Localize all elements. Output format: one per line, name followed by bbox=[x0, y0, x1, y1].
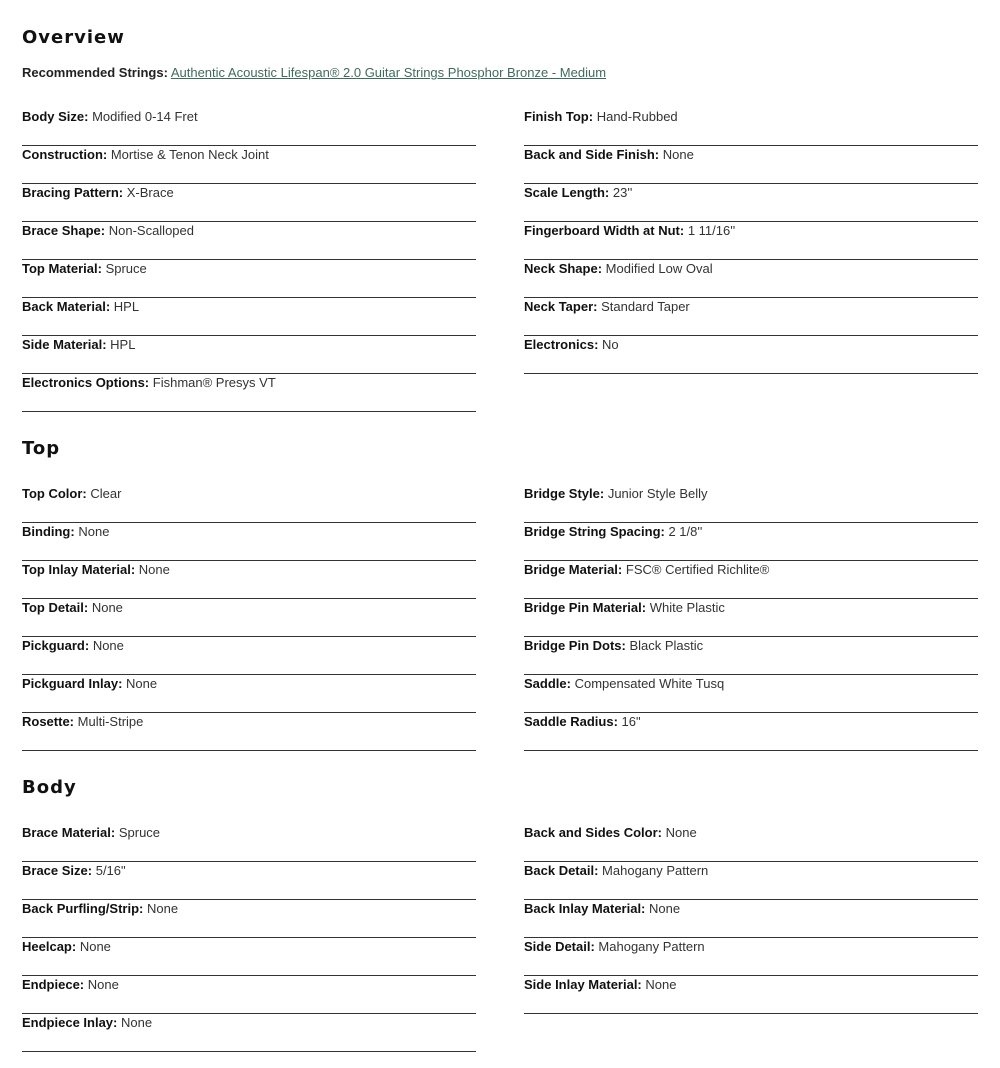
spec-value: Clear bbox=[90, 486, 122, 501]
spec-value: X-Brace bbox=[126, 185, 174, 200]
overview-specs bbox=[22, 109, 978, 413]
spec-row bbox=[22, 1015, 476, 1052]
spec-value: HPL bbox=[110, 337, 136, 352]
spec-label: Top Material: bbox=[22, 261, 102, 276]
spec-label: Bracing Pattern: bbox=[22, 185, 124, 200]
spec-value: Mortise & Tenon Neck Joint bbox=[110, 147, 269, 162]
spec-row bbox=[22, 486, 476, 523]
spec-value: Modified 0-14 Fret bbox=[92, 109, 198, 124]
spec-label: Pickguard: bbox=[22, 638, 90, 653]
spec-row bbox=[22, 600, 476, 637]
spec-label: Back Material: bbox=[22, 299, 111, 314]
spec-value: None bbox=[87, 977, 119, 992]
spec-label: Side Material: bbox=[22, 337, 107, 352]
spec-value: 2 1/8'' bbox=[668, 524, 703, 539]
spec-label: Construction: bbox=[22, 147, 108, 162]
spec-row bbox=[524, 109, 978, 146]
spec-value: None bbox=[662, 147, 694, 162]
spec-label: Brace Shape: bbox=[22, 223, 106, 238]
spec-label: Back and Side Finish: bbox=[524, 147, 660, 162]
spec-row bbox=[22, 901, 476, 938]
recommended-strings bbox=[22, 65, 606, 80]
spec-value: Modified Low Oval bbox=[605, 261, 713, 276]
spec-value: None bbox=[146, 901, 179, 916]
spec-row bbox=[22, 223, 476, 260]
spec-label: Bridge String Spacing: bbox=[524, 524, 665, 539]
recommended-strings-label: Recommended Strings: bbox=[22, 65, 168, 80]
spec-row bbox=[22, 337, 476, 374]
spec-row bbox=[22, 863, 476, 900]
spec-value: None bbox=[138, 562, 170, 577]
spec-row bbox=[22, 825, 476, 862]
spec-row bbox=[22, 562, 476, 599]
spec-label: Rosette: bbox=[22, 714, 75, 729]
overview-left-column bbox=[22, 109, 476, 413]
spec-label: Bridge Style: bbox=[524, 486, 605, 501]
spec-label: Saddle Radius: bbox=[524, 714, 618, 729]
spec-row bbox=[524, 524, 978, 561]
body-left-column bbox=[22, 825, 476, 1053]
spec-row bbox=[524, 825, 978, 862]
spec-label: Saddle: bbox=[524, 676, 571, 691]
spec-label: Brace Size: bbox=[22, 863, 93, 878]
spec-value: None bbox=[649, 901, 681, 916]
spec-value: Compensated White Tusq bbox=[574, 676, 725, 691]
spec-label: Bridge Pin Material: bbox=[524, 600, 647, 615]
spec-value: Junior Style Belly bbox=[607, 486, 708, 501]
spec-row bbox=[22, 524, 476, 561]
spec-value: 5/16" bbox=[95, 863, 126, 878]
spec-row bbox=[524, 299, 978, 336]
spec-value: White Plastic bbox=[649, 600, 725, 615]
spec-label: Electronics Options: bbox=[22, 375, 150, 390]
spec-value: None bbox=[121, 1015, 153, 1030]
spec-label: Back Purfling/Strip: bbox=[22, 901, 144, 916]
spec-value: Mahogany Pattern bbox=[602, 863, 709, 878]
spec-label: Bridge Material: bbox=[524, 562, 623, 577]
spec-value: None bbox=[126, 676, 158, 691]
spec-label: Scale Length: bbox=[524, 185, 610, 200]
spec-label: Top Inlay Material: bbox=[22, 562, 136, 577]
spec-value: Mahogany Pattern bbox=[598, 939, 705, 954]
spec-row bbox=[524, 562, 978, 599]
spec-row bbox=[22, 939, 476, 976]
spec-value: None bbox=[645, 977, 677, 992]
spec-value: Non-Scalloped bbox=[108, 223, 194, 238]
spec-row bbox=[524, 600, 978, 637]
spec-label: Back Detail: bbox=[524, 863, 599, 878]
spec-value: FSC® Certified Richlite® bbox=[625, 562, 770, 577]
spec-value: None bbox=[78, 524, 110, 539]
spec-value: No bbox=[602, 337, 619, 352]
overview-right-column bbox=[524, 109, 978, 413]
spec-value: None bbox=[79, 939, 111, 954]
spec-value: Hand-Rubbed bbox=[596, 109, 678, 124]
spec-value: Multi-Stripe bbox=[77, 714, 144, 729]
spec-row bbox=[22, 147, 476, 184]
spec-label: Fingerboard Width at Nut: bbox=[524, 223, 685, 238]
spec-value: Spruce bbox=[105, 261, 147, 276]
spec-label: Finish Top: bbox=[524, 109, 594, 124]
spec-label: Binding: bbox=[22, 524, 75, 539]
spec-row bbox=[524, 676, 978, 713]
spec-value: 1 11/16'' bbox=[687, 223, 736, 238]
spec-row bbox=[524, 223, 978, 260]
spec-value: Spruce bbox=[118, 825, 161, 840]
spec-label: Back Inlay Material: bbox=[524, 901, 646, 916]
spec-label: Endpiece Inlay: bbox=[22, 1015, 118, 1030]
spec-value: 23'' bbox=[612, 185, 633, 200]
spec-label: Electronics: bbox=[524, 337, 599, 352]
top-heading: Top bbox=[22, 438, 61, 459]
spec-row bbox=[22, 977, 476, 1014]
overview-heading: Overview bbox=[22, 27, 125, 48]
spec-label: Brace Material: bbox=[22, 825, 116, 840]
spec-value: 16" bbox=[621, 714, 641, 729]
spec-row bbox=[524, 977, 978, 1014]
spec-row bbox=[524, 714, 978, 751]
spec-value: None bbox=[91, 600, 123, 615]
spec-row bbox=[22, 676, 476, 713]
spec-row bbox=[524, 939, 978, 976]
body-heading: Body bbox=[22, 777, 77, 798]
top-specs bbox=[22, 486, 978, 752]
spec-value: None bbox=[92, 638, 124, 653]
spec-label: Neck Taper: bbox=[524, 299, 598, 314]
spec-label: Heelcap: bbox=[22, 939, 77, 954]
spec-row bbox=[524, 261, 978, 298]
spec-row bbox=[524, 185, 978, 222]
spec-label: Back and Sides Color: bbox=[524, 825, 662, 840]
recommended-strings-link[interactable]: Authentic Acoustic Lifespan® 2.0 Guitar Strings Phosphor Bronze - Medium bbox=[170, 65, 607, 80]
spec-label: Endpiece: bbox=[22, 977, 85, 992]
spec-label: Body Size: bbox=[22, 109, 89, 124]
spec-row bbox=[22, 185, 476, 222]
spec-row bbox=[524, 901, 978, 938]
spec-value: Standard Taper bbox=[601, 299, 690, 314]
spec-row bbox=[524, 147, 978, 184]
spec-label: Bridge Pin Dots: bbox=[524, 638, 626, 653]
spec-label: Pickguard Inlay: bbox=[22, 676, 123, 691]
spec-row bbox=[22, 261, 476, 298]
spec-row bbox=[22, 299, 476, 336]
top-right-column bbox=[524, 486, 978, 752]
spec-value: None bbox=[665, 825, 697, 840]
spec-value: HPL bbox=[113, 299, 140, 314]
spec-label: Top Color: bbox=[22, 486, 87, 501]
spec-row bbox=[524, 486, 978, 523]
spec-row bbox=[524, 638, 978, 675]
spec-value: Black Plastic bbox=[629, 638, 704, 653]
spec-label: Top Detail: bbox=[22, 600, 89, 615]
body-specs bbox=[22, 825, 978, 1053]
top-left-column bbox=[22, 486, 476, 752]
spec-label: Neck Shape: bbox=[524, 261, 603, 276]
spec-row bbox=[22, 714, 476, 751]
spec-row bbox=[524, 337, 978, 374]
spec-row bbox=[22, 109, 476, 146]
spec-row bbox=[22, 375, 476, 412]
spec-value: Fishman® Presys VT bbox=[152, 375, 276, 390]
spec-label: Side Inlay Material: bbox=[524, 977, 642, 992]
body-right-column bbox=[524, 825, 978, 1053]
spec-row bbox=[524, 863, 978, 900]
spec-label: Side Detail: bbox=[524, 939, 595, 954]
spec-row bbox=[22, 638, 476, 675]
